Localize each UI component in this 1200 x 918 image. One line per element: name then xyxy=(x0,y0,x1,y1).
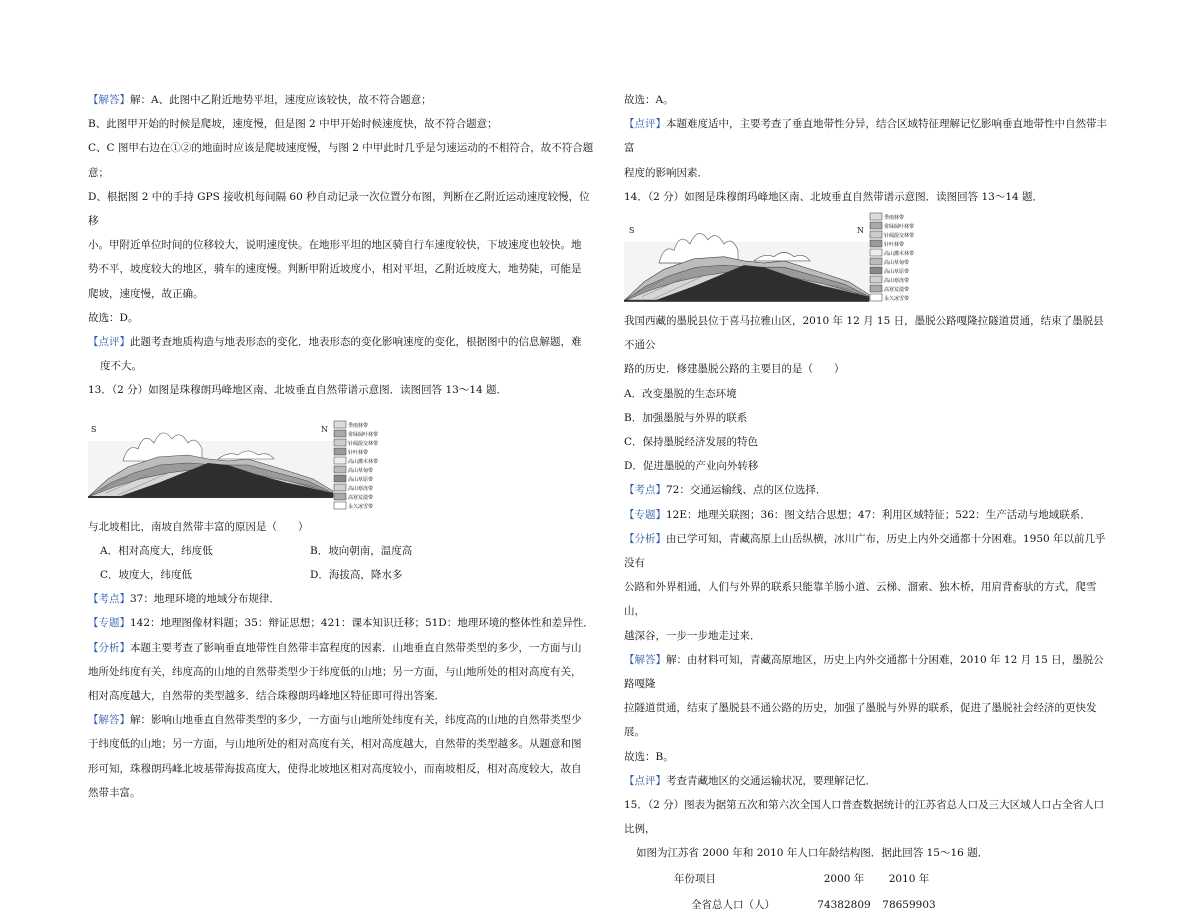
svg-text:高山寒冻带: 高山寒冻带 xyxy=(348,485,374,492)
zhuanti-13: 【专题】142：地理图像材料题；35：辩证思想；421：课本知识迁移；51D：地理环境的整体性和差异性． xyxy=(88,617,594,630)
table-header: 2010 年 xyxy=(888,872,930,885)
question-13-stem: 与北坡相比，南坡自然带丰富的原因是（ ） xyxy=(88,520,309,533)
jieda-13-b: 于纬度低的山地；另一方面，与山地所处的相对高度有关，相对高度越大，自然带的类型越多。从题意和图 xyxy=(88,738,582,751)
svg-text:永久冰雪带: 永久冰雪带 xyxy=(348,503,374,510)
option-b[interactable]: B．加强墨脱与外界的联系 xyxy=(624,411,748,424)
fenxi-14-b: 公路和外界相通，人们与外界的联系只能靠羊肠小道、云梯、溜索、独木桥，用肩背畜驮的方式，爬雪山， xyxy=(624,581,1097,618)
option-b[interactable]: B．坡向朝南，温度高 xyxy=(310,544,413,557)
diagram-south-label: S xyxy=(91,424,97,434)
svg-text:季雨林带: 季雨林带 xyxy=(884,215,905,222)
svg-text:针叶林带: 针叶林带 xyxy=(348,449,369,456)
answer-12: 【解答】解：A、此图中乙附近地势平坦，速度应该较快，故不符合题意； xyxy=(88,94,432,106)
options-cd xyxy=(88,563,596,587)
svg-text:高山寒冻带: 高山寒冻带 xyxy=(884,278,910,285)
kaodian-13: 【考点】37：地理环境的地域分布规律． xyxy=(88,593,280,606)
table-cell: 78659903 xyxy=(882,898,936,911)
question-13: 13．（2 分）如图是珠穆朗玛峰地区南、北坡垂直自然带谱示意图．读图回答 13～14 题． xyxy=(88,384,508,397)
answer-12-d: D、根据图 2 中的手持 GPS 接收机每间隔 60 秒自动记录一次位置分布图，判断在乙附近运动速度较慢，位移 xyxy=(88,190,590,228)
diagram-south-label: S xyxy=(629,226,635,236)
answer-12-c2: 意； xyxy=(88,166,109,179)
fenxi-14-c: 越深谷，一步一步地走过来． xyxy=(624,629,761,642)
fenxi-13-c: 相对高度越大，自然带的类型越多．结合珠穆朗玛峰地区特征即可得出答案． xyxy=(88,690,445,703)
svg-text:季雨林带: 季雨林带 xyxy=(348,422,369,429)
right-column xyxy=(624,88,1114,918)
option-d[interactable]: D．促进墨脱的产业向外转移 xyxy=(624,460,759,473)
svg-text:高山灌木林带: 高山灌木林带 xyxy=(348,458,379,465)
comment-14: 【点评】考查青藏地区的交通运输状况，要理解记忆． xyxy=(624,774,876,787)
svg-text:针阔混交林带: 针阔混交林带 xyxy=(348,440,379,447)
svg-text:高山草原带: 高山草原带 xyxy=(348,476,374,483)
jieda-13-c: 形可知，珠穆朗玛峰北坡基带海拔高度大，使得北坡地区相对高度较小，而南坡相反，相对高度较大，故自 xyxy=(88,762,582,775)
svg-text:高寒荒漠带: 高寒荒漠带 xyxy=(884,287,910,294)
table-cell: 74382809 xyxy=(817,898,871,911)
fenxi-13: 【分析】本题主要考查了影响垂直地带性自然带丰富程度的因素．山地垂直自然带类型的多少，一方面与山 xyxy=(88,641,582,654)
diagram-legend xyxy=(334,421,378,510)
svg-text:高山草原带: 高山草原带 xyxy=(884,269,910,276)
population-table xyxy=(674,866,1114,918)
comment-13-b: 程度的影响因素． xyxy=(624,166,708,179)
left-column xyxy=(88,88,596,805)
svg-text:永久冰雪带: 永久冰雪带 xyxy=(884,296,910,303)
question-15-b: 如图为江苏省 2000 年和 2010 年人口年龄结构图．据此回答 15～16 题． xyxy=(636,847,989,860)
fenxi-14: 【分析】由已学可知，青藏高原上山岳纵横，冰川广布，历史上内外交通都十分困难。1950 年以前几乎没有 xyxy=(624,532,1106,570)
diagram-legend xyxy=(870,213,914,302)
jieda-14: 【解答】解：由材料可知，青藏高原地区，历史上内外交通都十分困难，2010 年 12 月 15 日，墨脱公路嘎隆 xyxy=(624,653,1104,691)
question-15: 15．（2 分）图表为据第五次和第六次全国人口普查数据统计的江苏省总人口及三大区域人口占全省人口比例， xyxy=(624,799,1105,836)
answer-12-c: C、C 图甲右边在①②的地面时应该是爬坡速度慢，与图 2 中甲此时几乎是匀速运动的不相符合，故不符合题 xyxy=(88,142,594,155)
question-14-material: 我国西藏的墨脱县位于喜马拉雅山区，2010 年 12 月 15 日，墨脱公路嘎隆拉隧道贯通，结束了墨脱县不通公 xyxy=(624,315,1104,352)
answer-12-b: B、此图甲开始的时候是爬坡，速度慢，但是图 2 中甲开始时候速度快，故不符合题意； xyxy=(88,118,498,131)
jieda-13-d: 然带丰富。 xyxy=(88,786,141,799)
choose-12: 故选：D。 xyxy=(88,311,139,324)
svg-text:高山草甸带: 高山草甸带 xyxy=(348,467,374,474)
comment-12-b: 度不大。 xyxy=(100,360,142,373)
choose-13: 故选：A。 xyxy=(624,94,674,106)
comment-13: 【点评】本题难度适中，主要考查了垂直地带性分异，结合区域特征理解记忆影响垂直地带性中自然带丰富 xyxy=(624,118,1107,155)
svg-text:常绿阔叶林带: 常绿阔叶林带 xyxy=(348,431,379,438)
jieda-13: 【解答】解：影响山地垂直自然带类型的多少，一方面与山地所处纬度有关，纬度高的山地的自然带类型少 xyxy=(88,714,582,727)
svg-text:针叶林带: 针叶林带 xyxy=(884,242,905,249)
options-ab xyxy=(88,539,596,563)
option-a[interactable]: A．改变墨脱的生态环境 xyxy=(624,387,737,400)
svg-text:高山草甸带: 高山草甸带 xyxy=(884,260,910,267)
fenxi-13-b: 地所处纬度有关，纬度高的山地的自然带类型少于纬度低的山地；另一方面，与山地所处的相对高度有关， xyxy=(88,665,582,678)
diagram-north-label: N xyxy=(857,226,864,236)
zhumu-diagram-14 xyxy=(624,209,924,309)
kaodian-14: 【考点】72：交通运输线、点的区位选择． xyxy=(624,484,827,497)
comment-12: 【点评】此题考查地质构造与地表形态的变化．地表形态的变化影响速度的变化，根据图中的信息解题，难 xyxy=(88,336,582,349)
option-a[interactable]: A．相对高度大，纬度低 xyxy=(100,544,213,557)
answer-12-d4: 爬坡，速度慢，故正确。 xyxy=(88,287,204,300)
option-c[interactable]: C．坡度大，纬度低 xyxy=(100,569,193,582)
option-d[interactable]: D．海拔高，降水多 xyxy=(310,569,403,582)
question-14-material-b: 路的历史．修建墨脱公路的主要目的是（ ） xyxy=(624,363,845,376)
tag-answer: 【解答】 xyxy=(88,94,130,106)
jieda-14-b: 拉隧道贯通，结束了墨脱县不通公路的历史，加强了墨脱与外界的联系，促进了墨脱社会经济的更快发展。 xyxy=(624,702,1097,739)
table-header: 2000 年 xyxy=(823,872,865,885)
svg-text:高山灌木林带: 高山灌木林带 xyxy=(884,251,915,258)
answer-12-d2: 小。甲附近单位时间的位移较大，说明速度快。在地形平坦的地区骑自行车速度较快，下坡速度也较快。地 xyxy=(88,239,582,252)
option-c[interactable]: C．保持墨脱经济发展的特色 xyxy=(624,436,759,449)
diagram-north-label: N xyxy=(321,424,328,434)
svg-text:高寒荒漠带: 高寒荒漠带 xyxy=(348,494,374,501)
table-cell: 全省总人口（人） xyxy=(691,898,775,911)
zhumu-diagram-13 xyxy=(88,403,388,513)
zhuanti-14: 【专题】12E：地理关联图；36：图文结合思想；47：利用区域特征；522：生产活动与地域联系． xyxy=(624,508,1091,521)
svg-text:常绿阔叶林带: 常绿阔叶林带 xyxy=(884,224,915,231)
table-header: 年份项目 xyxy=(674,872,716,885)
question-14: 14．（2 分）如图是珠穆朗玛峰地区南、北坡垂直自然带谱示意图．读图回答 13～14 题． xyxy=(624,190,1044,203)
svg-text:针阔混交林带: 针阔混交林带 xyxy=(884,233,915,240)
choose-14: 故选：B。 xyxy=(624,750,674,763)
answer-12-d3: 势不平，坡度较大的地区，骑车的速度慢。判断甲附近坡度小，相对平坦，乙附近坡度大，地势陡，可能是 xyxy=(88,263,582,276)
